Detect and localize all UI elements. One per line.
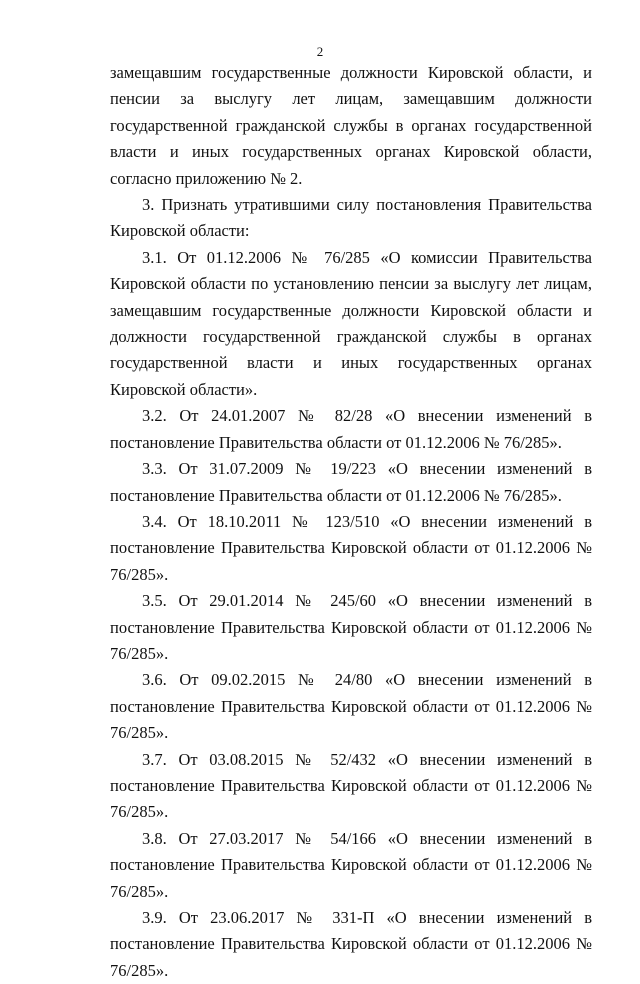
paragraph-item-3-2: 3.2. От 24.01.2007 № 82/28 «О внесении изменений в постановление Правительства области от 01.12.2006 № 76/285».: [110, 406, 592, 452]
document-body: [110, 60, 592, 984]
paragraph-item-3-3: 3.3. От 31.07.2009 № 19/223 «О внесении изменений в постановление Правительства области от 01.12.2006 № 76/285».: [110, 459, 592, 505]
paragraph-item-3-1: 3.1. От 01.12.2006 № 76/285 «О комиссии Правительства Кировской области по установлению пенсии за выслугу лет лицам, замещавшим государственные должности Кировской области и должности государственной гражданской службы в органах государственной власти и иных государственных органах Кировской области».: [110, 247, 592, 399]
paragraph-item-3-8: 3.8. От 27.03.2017 № 54/166 «О внесении изменений в постановление Правительства Кировской области от 01.12.2006 № 76/285».: [110, 828, 592, 901]
paragraph-item-3-5: 3.5. От 29.01.2014 № 245/60 «О внесении изменений в постановление Правительства Кировской области от 01.12.2006 № 76/285».: [110, 591, 592, 663]
paragraph-item-3-9: 3.9. От 23.06.2017 № 331-П «О внесении изменений в постановление Правительства Кировской области от 01.12.2006 № 76/285».: [110, 908, 592, 980]
paragraph-continuation: замещавшим государственные должности Кировской области, и пенсии за выслугу лет лицам, замещавшим должности государственной гражданской службы в органах государственной власти и иных государственных органах Кировской области, согласно приложению № 2.: [110, 63, 592, 188]
page-number: 2: [316, 44, 324, 59]
paragraph-item-3: 3. Признать утратившими силу постановления Правительства Кировской области:: [110, 195, 592, 241]
paragraph-item-3-4: 3.4. От 18.10.2011 № 123/510 «О внесении изменений в постановление Правительства Кировской области от 01.12.2006 № 76/285».: [110, 511, 592, 584]
paragraph-item-3-6: 3.6. От 09.02.2015 № 24/80 «О внесении изменений в постановление Правительства Кировской области от 01.12.2006 № 76/285».: [110, 670, 592, 743]
paragraph-item-3-7: 3.7. От 03.08.2015 № 52/432 «О внесении изменений в постановление Правительства Кировской области от 01.12.2006 № 76/285».: [110, 749, 592, 822]
